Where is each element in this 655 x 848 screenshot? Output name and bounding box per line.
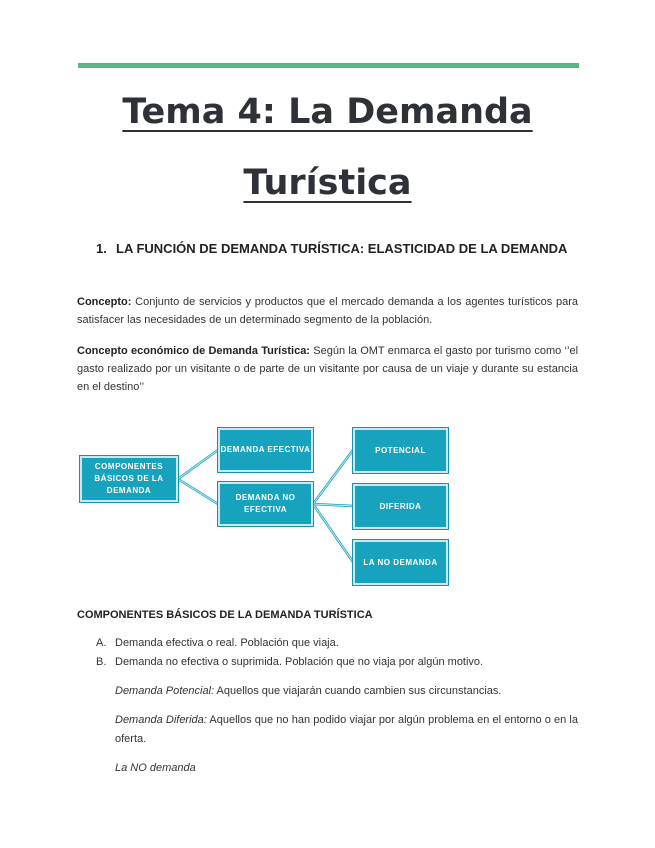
list-item	[96, 653, 578, 671]
diagram-box-root: COMPONENTES BÁSICOS DE LA DEMANDA	[80, 456, 178, 502]
detail-term: La NO demanda	[115, 762, 196, 774]
detail-no-demanda	[115, 759, 578, 778]
concepto-text: Conjunto de servicios y productos que el mercado demanda a los agentes turísticos para satisfacer las necesidades de un determinado segmento de la población.	[77, 296, 578, 326]
top-accent-rule	[78, 63, 579, 68]
concepto-economico-label: Concepto económico de Demanda Turística:	[77, 345, 310, 357]
diagram-box-demanda-efectiva: DEMANDA EFECTIVA	[218, 428, 313, 472]
detail-diferida	[115, 711, 578, 749]
components-diagram	[78, 424, 453, 589]
diagram-box-la-no-demanda: LA NO DEMANDA	[353, 540, 448, 585]
list-item-text: Demanda efectiva o real. Población que viaja.	[115, 637, 339, 649]
list-marker: B.	[96, 656, 107, 668]
detail-term: Demanda Potencial:	[115, 685, 215, 697]
section-heading	[96, 238, 578, 259]
diagram-box-potencial: POTENCIAL	[353, 428, 448, 473]
list-marker: A.	[96, 637, 107, 649]
concepto-label: Concepto:	[77, 296, 132, 308]
section-heading-text: LA FUNCIÓN DE DEMANDA TURÍSTICA: ELASTICIDAD DE LA DEMANDA	[116, 241, 568, 256]
list-item-text: Demanda no efectiva o suprimida. Población que no viaja por algún motivo.	[115, 656, 484, 668]
concepto-economico-paragraph	[77, 342, 578, 396]
concepto-paragraph	[77, 293, 578, 329]
page-title-line2: Turística	[243, 163, 412, 203]
detail-potencial	[115, 682, 578, 701]
components-heading: COMPONENTES BÁSICOS DE LA DEMANDA TURÍSTICA	[77, 609, 373, 621]
detail-term: Demanda Diferida:	[115, 714, 207, 726]
list-item	[96, 634, 578, 652]
detail-text: Aquellos que no han podido viajar por algún problema en el entorno o en la oferta.	[115, 714, 578, 745]
diagram-box-demanda-no-efectiva: DEMANDA NO EFECTIVA	[218, 482, 313, 526]
section-number: 1.	[96, 241, 107, 256]
page-title-line1: Tema 4: La Demanda	[122, 92, 533, 132]
concepto-economico-text: Según la OMT enmarca el gasto por turismo como ‘’el gasto realizado por un visitante o de parte de un visitante por causa de un viaje y durante su estancia en el destino’’	[77, 345, 579, 393]
diagram-box-diferida: DIFERIDA	[353, 484, 448, 529]
detail-text: Aquellos que viajarán cuando cambien sus circunstancias.	[214, 685, 502, 697]
